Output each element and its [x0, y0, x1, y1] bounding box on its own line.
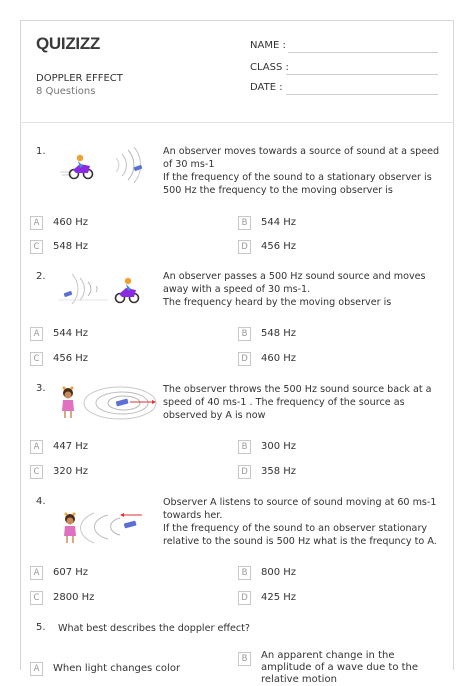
option-letter: C	[30, 352, 43, 366]
option-letter: A	[30, 566, 43, 580]
date-line	[286, 94, 438, 95]
question-number: 2.	[36, 271, 46, 282]
option-text: An apparent change in the amplitude of a wave due to the relative motion	[261, 650, 419, 685]
option-letter: A	[30, 440, 43, 454]
logo-text: QUIZIZZ	[36, 34, 100, 53]
option-text: 460 Hz	[53, 217, 89, 228]
option-letter: A	[30, 662, 43, 676]
date-label: DATE :	[250, 82, 283, 93]
question-text: The observer throws the 500 Hz sound source back at a speed of 40 ms-1 . The frequency of the source as observed by A is now	[163, 384, 432, 421]
question-count: 8 Questions	[36, 86, 96, 97]
option-text: 358 Hz	[261, 466, 297, 477]
option-text: 320 Hz	[53, 466, 89, 477]
option-text: 300 Hz	[261, 441, 297, 452]
option-letter: D	[238, 465, 251, 479]
name-line	[288, 52, 438, 53]
worksheet-title: DOPPLER EFFECT	[36, 73, 123, 84]
class-line	[286, 74, 438, 75]
question-text: An observer passes a 500 Hz sound source and moves away with a speed of 30 ms-1. The frequency heard by the moving observer is	[163, 271, 426, 308]
class-label: CLASS :	[250, 62, 289, 73]
option-text: 456 Hz	[53, 353, 89, 364]
option-letter: B	[238, 652, 251, 666]
question-text: What best describes the doppler effect?	[58, 623, 251, 634]
option-text: 607 Hz	[53, 567, 89, 578]
motorcycle-observer-illustration	[58, 146, 158, 184]
question-number: 1.	[36, 146, 46, 157]
option-letter: B	[238, 216, 251, 230]
girl-observer-approaching-source-illustration	[58, 505, 158, 547]
header-divider	[20, 122, 454, 123]
option-letter: B	[238, 327, 251, 341]
option-letter: C	[30, 240, 43, 254]
question-text: An observer moves towards a source of sound at a speed of 30 ms-1 If the frequency of the sound to a stationary observer is 500 Hz the frequency to the moving observer is	[163, 146, 440, 196]
option-letter: D	[238, 352, 251, 366]
question-text: Observer A listens to source of sound moving at 60 ms-1 towards her. If the frequency of the sound to an observer stationary relative to the sound is 500 Hz what is the frequncy to A.	[163, 497, 437, 547]
option-text: 800 Hz	[261, 567, 297, 578]
name-field[interactable]	[250, 40, 286, 51]
option-letter: C	[30, 591, 43, 605]
option-letter: B	[238, 566, 251, 580]
question-number: 3.	[36, 383, 46, 394]
option-text: 447 Hz	[53, 441, 89, 452]
option-text: 544 Hz	[53, 328, 89, 339]
option-text: When light changes color	[53, 663, 181, 674]
option-text: 460 Hz	[261, 353, 297, 364]
option-letter: C	[30, 465, 43, 479]
class-field[interactable]	[250, 62, 289, 73]
name-label: NAME :	[250, 40, 286, 51]
option-text: 2800 Hz	[53, 592, 95, 603]
option-letter: D	[238, 240, 251, 254]
option-letter: A	[30, 216, 43, 230]
option-text: 456 Hz	[261, 241, 297, 252]
quizizz-logo	[36, 34, 100, 54]
date-field[interactable]	[250, 82, 283, 93]
girl-observer-thrown-source-illustration	[58, 383, 158, 423]
question-number: 4.	[36, 496, 46, 507]
option-text: 544 Hz	[261, 217, 297, 228]
option-letter: A	[30, 327, 43, 341]
option-text: 548 Hz	[53, 241, 89, 252]
motorcycle-passing-source-illustration	[58, 270, 158, 308]
question-number: 5.	[36, 622, 46, 633]
option-text: 425 Hz	[261, 592, 297, 603]
option-letter: D	[238, 591, 251, 605]
option-text: 548 Hz	[261, 328, 297, 339]
option-letter: B	[238, 440, 251, 454]
